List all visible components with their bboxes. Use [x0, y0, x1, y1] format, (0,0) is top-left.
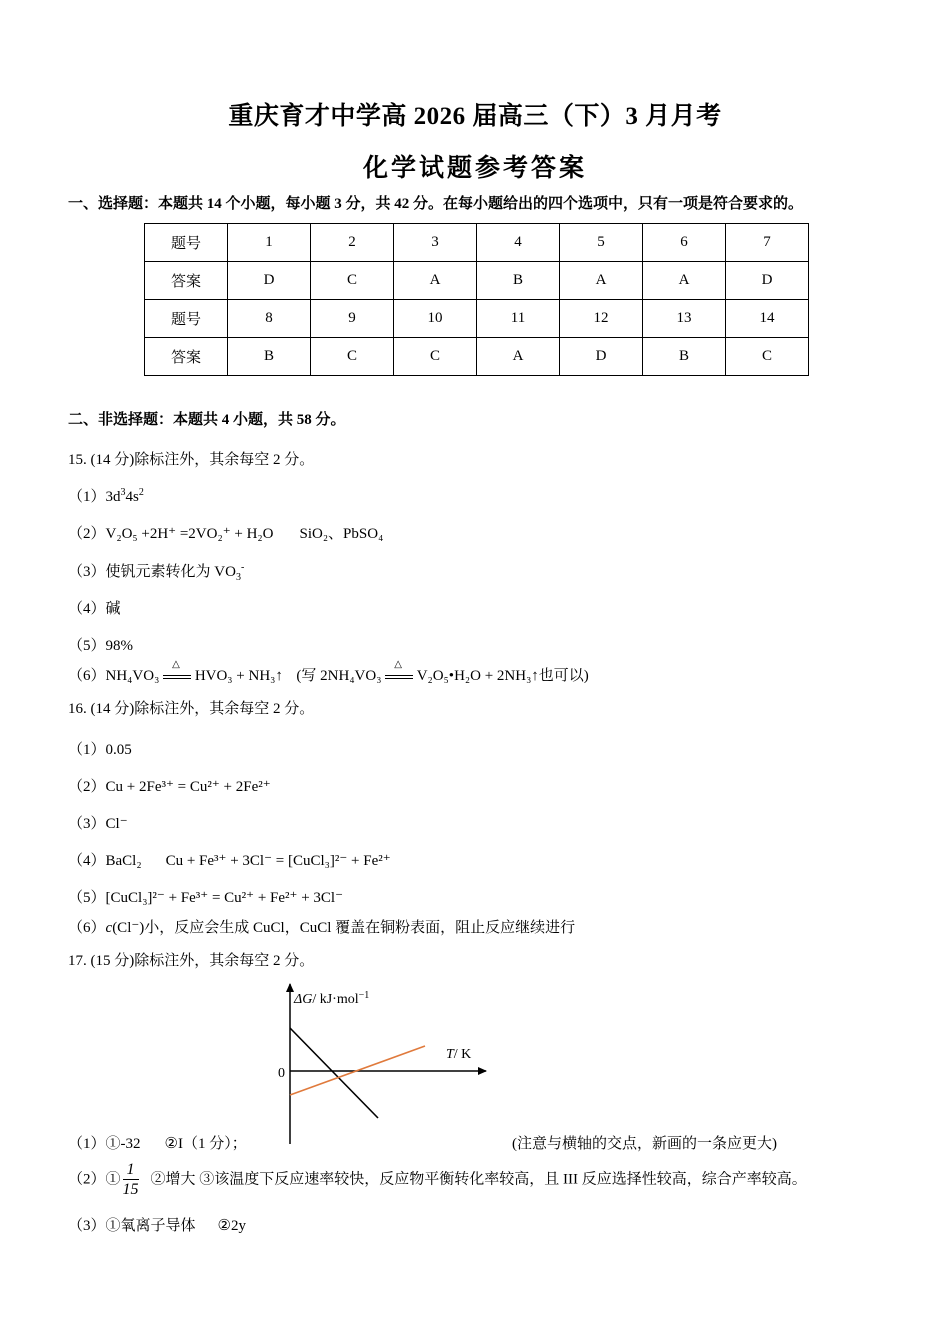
q15-a5-label: （5）	[68, 638, 106, 654]
q17-a2-rest: ②增大 ③该温度下反应速率较快，反应物平衡转化率较高，且 III 反应选择性较高，综合产率较高。	[150, 1171, 807, 1188]
table-cell: A	[643, 262, 726, 300]
q16-answer-5	[68, 886, 343, 907]
q16-heading: 16. (14 分)除标注外，其余每空 2 分。	[68, 701, 315, 717]
table-cell: B	[643, 338, 726, 376]
table-cell: 14	[726, 300, 809, 338]
fraction-denominator: 15	[122, 1181, 139, 1198]
heat-equals-sign-2	[385, 659, 413, 685]
q17-a2-circle1: ①	[105, 1171, 121, 1188]
q15-a5-text: 98%	[105, 638, 134, 654]
q16-answer-4	[68, 849, 391, 870]
q15-answer-2	[68, 522, 383, 543]
q15-a1-sup1: 3	[120, 487, 126, 498]
q15-answer-4	[68, 597, 121, 618]
table-cell: 2	[311, 224, 394, 262]
page-subtitle: 化学试题参考答案	[362, 155, 587, 182]
heat-equals-sign	[163, 659, 191, 685]
q15-a4-label: （4）	[68, 601, 106, 617]
table-cell: 11	[477, 300, 560, 338]
q16-a4-label: （4）	[68, 853, 106, 869]
q15-a3-sub: 3	[235, 572, 241, 583]
q16-a4-reagent: BaCl₂	[105, 853, 142, 869]
origin-label: 0	[278, 1066, 285, 1081]
q15-answer-6	[68, 659, 589, 685]
table-row	[145, 262, 809, 300]
q15-a6-note-post: V₂O₅•H₂O + 2NH₃↑也可以)	[416, 668, 589, 684]
q15-a3-label: （3）	[68, 564, 106, 580]
q15-a1-text: 3d	[105, 489, 121, 505]
q17-heading: 17. (15 分)除标注外，其余每空 2 分。	[68, 953, 315, 969]
fraction	[123, 1162, 139, 1198]
q16-a2-label: （2）	[68, 779, 106, 795]
q15-a6-left: NH₄VO₃	[105, 668, 160, 684]
row-header-cell: 题号	[145, 300, 228, 338]
table-cell: 7	[726, 224, 809, 262]
q15-a1-mid: 4s	[125, 489, 139, 505]
q15-answer-3	[68, 560, 244, 581]
q15-a1-sup2: 2	[138, 487, 144, 498]
q15-a1-label: （1）	[68, 489, 106, 505]
delta-g-vs-t-graph	[270, 978, 510, 1148]
table-cell: C	[311, 338, 394, 376]
table-cell: D	[560, 338, 643, 376]
q15-answer-1	[68, 485, 144, 506]
table-cell: 8	[228, 300, 311, 338]
original-line	[290, 1028, 378, 1118]
fraction-numerator: 1	[123, 1162, 139, 1180]
answer-table	[144, 223, 809, 376]
q15-a4-text: 碱	[105, 601, 121, 617]
table-cell: C	[726, 338, 809, 376]
q16-a3-label: （3）	[68, 816, 106, 832]
table-cell: A	[560, 262, 643, 300]
table-cell: 13	[643, 300, 726, 338]
q15-a2-label: （2）	[68, 526, 106, 542]
x-axis-label: T/ K	[446, 1047, 472, 1062]
q17-graph-note: (注意与横轴的交点，新画的一条应更大)	[512, 1136, 777, 1152]
q16-answer-1	[68, 738, 132, 759]
q17-a3-label: （3）	[68, 1218, 106, 1234]
q16-a6-c: c	[105, 920, 113, 936]
q17-a2-label: （2）	[68, 1171, 106, 1188]
table-cell: D	[228, 262, 311, 300]
q17-answer-2	[68, 1162, 807, 1198]
table-cell: B	[477, 262, 560, 300]
q16-a1-label: （1）	[68, 742, 106, 758]
section2-heading: 二、非选择题：本题共 4 小题，共 58 分。	[68, 412, 346, 428]
q16-answer-6	[68, 916, 575, 937]
q17-a1-part2: ②I（1 分）；	[164, 1136, 247, 1152]
q16-a4-equation: Cu + Fe³⁺ + 3Cl⁻ = [CuCl₃]²⁻ + Fe²⁺	[165, 853, 391, 869]
q15-a3-text: 使钒元素转化为 VO	[105, 564, 236, 580]
q16-a6-label: （6）	[68, 920, 106, 936]
q15-a6-note-pre: (写 2NH₄VO₃	[296, 668, 382, 684]
table-cell: C	[394, 338, 477, 376]
table-cell: 5	[560, 224, 643, 262]
section1-heading: 一、选择题：本题共 14 个小题，每小题 3 分，共 42 分。在每小题给出的四个选项中，只有一项是符合要求的。	[68, 196, 804, 212]
table-row	[145, 224, 809, 262]
q17-a1-label: （1）	[68, 1136, 106, 1152]
heat-symbol-2: △	[394, 659, 402, 670]
q16-a2-text: Cu + 2Fe³⁺ = Cu²⁺ + 2Fe²⁺	[105, 779, 271, 795]
q16-a6-text: (Cl⁻)小，反应会生成 CuCl，CuCl 覆盖在铜粉表面，阻止反应继续进行	[112, 920, 576, 936]
table-cell: C	[311, 262, 394, 300]
table-row	[145, 300, 809, 338]
table-cell: 3	[394, 224, 477, 262]
table-cell: 4	[477, 224, 560, 262]
table-cell: 10	[394, 300, 477, 338]
q16-a3-text: Cl⁻	[105, 816, 128, 832]
q15-a6-right: HVO₃ + NH₃↑	[194, 668, 283, 684]
table-cell: B	[228, 338, 311, 376]
q16-a5-text: [CuCl₃]²⁻ + Fe³⁺ = Cu²⁺ + Fe²⁺ + 3Cl⁻	[105, 890, 344, 906]
q17-a1-part1: ①-32	[105, 1136, 141, 1152]
q17-a3-part1: ①氧离子导体	[105, 1218, 196, 1234]
q17-a3-part2: ②2y	[217, 1218, 246, 1234]
table-cell: A	[394, 262, 477, 300]
table-cell: 12	[560, 300, 643, 338]
table-cell: 6	[643, 224, 726, 262]
q15-a2-extra: SiO₂、PbSO₄	[299, 526, 384, 542]
row-header-cell: 题号	[145, 224, 228, 262]
q16-a1-text: 0.05	[105, 742, 132, 758]
page-title: 重庆育才中学高 2026 届高三（下）3 月月考	[228, 103, 722, 130]
table-cell: D	[726, 262, 809, 300]
q16-answer-3	[68, 812, 128, 833]
heat-symbol: △	[172, 659, 180, 670]
q15-a3-sup: -	[240, 562, 245, 573]
table-cell: 9	[311, 300, 394, 338]
table-cell: 1	[228, 224, 311, 262]
y-axis-label: ΔG/ kJ·mol$^{-1}$	[294, 990, 370, 1007]
q15-a2-equation: V₂O₅ +2H⁺ =2VO₂⁺ + H₂O	[105, 526, 274, 542]
row-header-cell: 答案	[145, 262, 228, 300]
q16-answer-2	[68, 775, 271, 796]
q15-answer-5	[68, 634, 133, 655]
table-cell: A	[477, 338, 560, 376]
q16-a5-label: （5）	[68, 890, 106, 906]
q17-answer-1	[68, 1132, 247, 1153]
row-header-cell: 答案	[145, 338, 228, 376]
q17-answer-3	[68, 1214, 246, 1235]
table-row	[145, 338, 809, 376]
q15-heading: 15. (14 分)除标注外，其余每空 2 分。	[68, 452, 315, 468]
q15-a6-label: （6）	[68, 668, 106, 684]
